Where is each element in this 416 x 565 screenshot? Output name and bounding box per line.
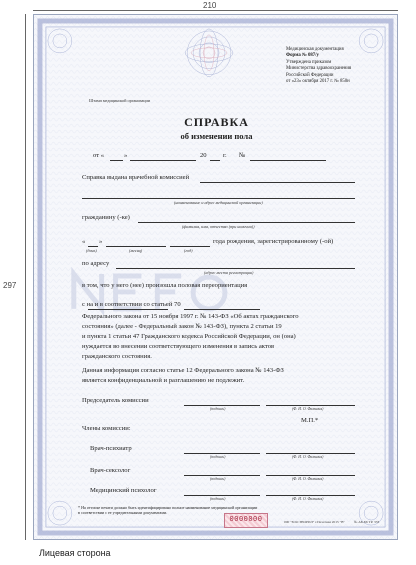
citizen-name-field[interactable] [138,222,355,223]
citizen-label: гражданину (-ке) [82,214,130,221]
header-form-number: Форма № 087/у [286,53,319,59]
serial-number: 0000000 [224,513,268,528]
stamp-area-label: Штамп медицинской организации [89,98,150,103]
body-line: Федерального закона от 15 ноября 1997 г. № 143-ФЗ «Об актах гражданского [82,313,299,320]
body-line: нуждается во внесении соответствующего изменения в запись актов [82,343,275,350]
chairman-sig-hint: (подпись) [210,407,226,411]
height-dimension-label: 297 [3,281,17,290]
issued-by-field-2[interactable] [82,198,355,199]
confidential-line: Данная информация согласно статье 12 Федерального закона № 143-ФЗ [82,367,284,374]
member-psychiatrist-label: Врач-психиатр [90,445,132,452]
printer-code: № АБ-Б6 ТР. 333 [354,520,380,524]
width-dimension-line [33,10,398,11]
body-line: и пункта 1 статьи 47 Гражданского кодекса Российской Федерации, он (она) [82,333,296,340]
issued-by-hint: (наименование и адрес медицинской организации) [174,200,263,205]
seal-label: М.П.* [301,417,319,424]
gender-from-field[interactable] [88,309,168,310]
body-line: с на и в соответствии со статьей 70 [82,301,181,308]
header-line: Российской Федерации [286,72,334,78]
footnote-line: в соответствии с ее учредительными документами. [78,510,168,515]
date-year-suffix: г. [223,152,227,159]
header-line: Утверждена приказом [286,59,332,65]
psychiatrist-name-field[interactable] [266,453,355,454]
document-subtitle: об изменении пола [180,131,253,141]
chairman-name-field[interactable] [266,405,355,406]
body-line: гражданского состояния. [82,353,152,360]
footnote-line: * На оттиске печати должно быть идентифицировано полное наименование медицинской организации [78,505,258,510]
psychiatrist-fio-hint: (Ф. И. О. Фамилия) [292,455,324,459]
psychologist-fio-hint: (Ф. И. О. Фамилия) [292,497,324,501]
sexologist-name-field[interactable] [266,475,355,476]
sexologist-sig-hint: (подпись) [210,477,226,481]
birth-month-hint: (месяц) [129,248,143,253]
address-field[interactable] [116,268,355,269]
date-year-field[interactable] [210,160,220,161]
psychologist-name-field[interactable] [266,495,355,496]
body-line: в том, что у него (нее) произошла половая переориентация [82,282,248,289]
birth-registered-text: года рождения, зарегистрированному (-ой) [213,238,334,245]
birth-year-field[interactable] [170,246,210,247]
side-caption: Лицевая сторона [39,548,111,558]
birth-close-quote: » [99,238,103,245]
psychologist-signature-field[interactable] [184,495,260,496]
birth-open-quote: « [82,238,86,245]
certificate-form [33,14,398,540]
birth-year-hint: (год) [184,248,193,253]
form-header [286,47,351,85]
gender-to-field[interactable] [184,309,260,310]
guilloche-background [34,15,397,539]
psychiatrist-sig-hint: (подпись) [210,455,226,459]
chairman-fio-hint: (Ф. И. О. Фамилия) [292,407,324,411]
birth-day-hint: (день) [86,248,97,253]
member-sexologist-label: Врач-сексолог [90,467,131,474]
birth-month-field[interactable] [106,246,166,247]
date-day-field[interactable] [110,160,123,161]
psychologist-sig-hint: (подпись) [210,497,226,501]
date-month-field[interactable] [130,160,196,161]
member-psychologist-label: Медицинский психолог [90,487,157,494]
chairman-signature-field[interactable] [184,405,260,406]
address-hint: (адрес места регистрации) [204,270,254,275]
sexologist-fio-hint: (Ф. И. О. Фамилия) [292,477,324,481]
date-year-prefix: 20 [200,152,207,159]
chairman-label: Председатель комиссии [82,397,149,404]
printer-info: 000 "ЗОО ЗНОРИЛ" г.Печатная 2015 "В" [284,520,345,524]
height-dimension-line [25,14,26,540]
sexologist-signature-field[interactable] [184,475,260,476]
issued-by-field[interactable] [200,182,355,183]
header-line: Министерства здравоохранения [286,66,352,72]
members-label: Члены комиссии: [82,425,131,432]
date-from-label: от « [93,152,105,159]
address-label: по адресу [82,260,110,267]
birth-day-field[interactable] [88,246,98,247]
number-label: № [239,152,246,159]
psychiatrist-signature-field[interactable] [184,453,260,454]
citizen-hint: (фамилия, имя, отчество (при наличии)) [182,224,255,229]
date-close-quote: » [124,152,128,159]
confidential-line: является конфиденциальной и разглашению не подлежит. [82,377,245,384]
document-title: СПРАВКА [184,115,249,129]
number-field[interactable] [250,160,326,161]
body-line: состояния» (далее - Федеральный закон № 143-ФЗ), пункта 2 статьи 19 [82,323,282,330]
issued-by-label: Справка выдана врачебной комиссией [82,174,190,181]
header-line: от «23» октября 2017 г. № 850н [286,79,350,85]
header-line: Медицинская документация [286,47,344,52]
width-dimension-label: 210 [203,1,217,10]
